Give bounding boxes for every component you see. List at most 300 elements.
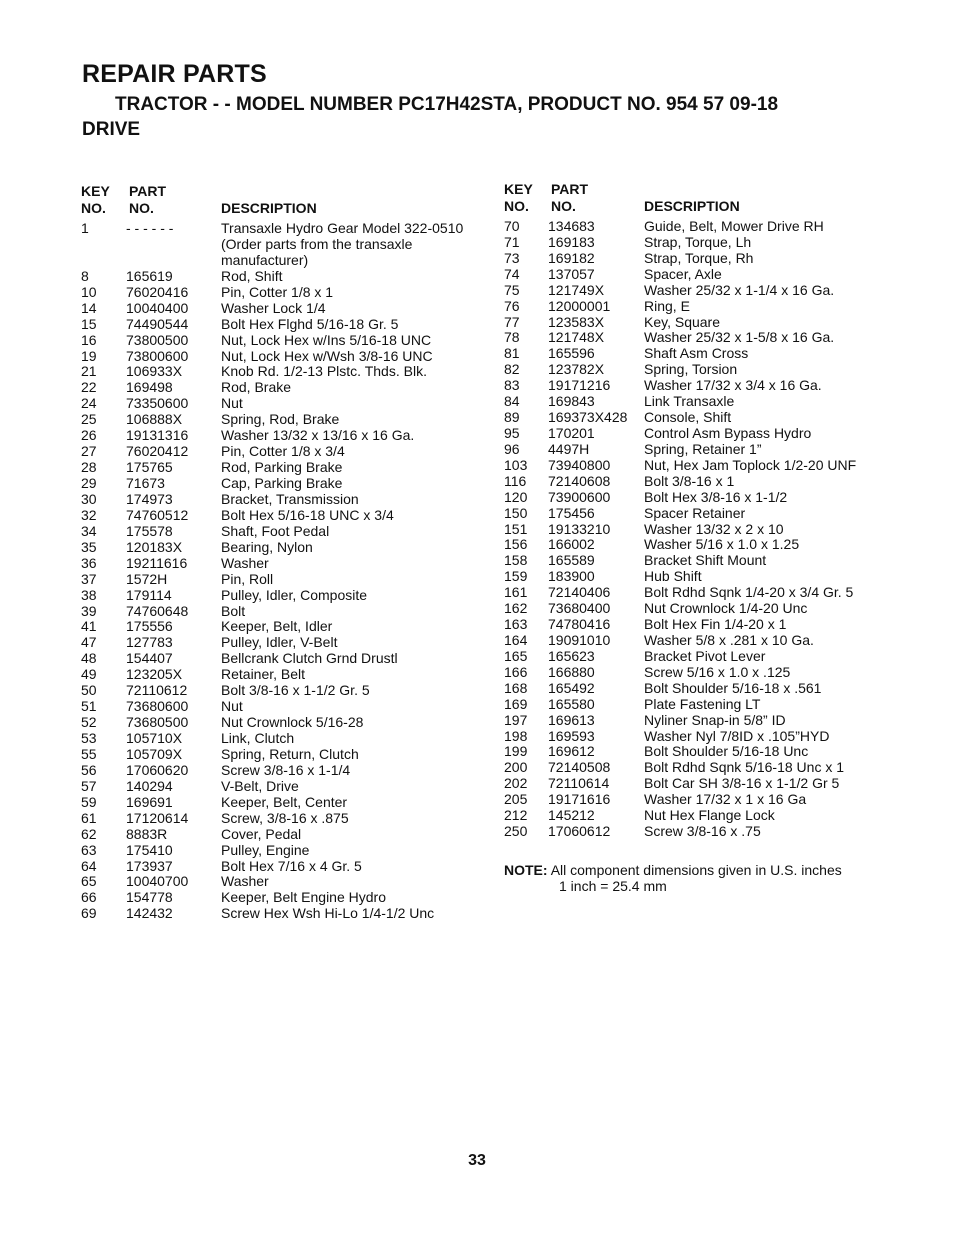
part-number: 105709X bbox=[126, 745, 183, 762]
table-row bbox=[81, 301, 491, 317]
key-number: 198 bbox=[504, 727, 528, 744]
table-row bbox=[504, 522, 904, 538]
part-description: Cover, Pedal bbox=[221, 825, 302, 842]
part-number: 166002 bbox=[548, 536, 595, 553]
part-number: 175578 bbox=[126, 522, 173, 539]
key-number: 73 bbox=[504, 249, 520, 266]
table-row bbox=[504, 585, 904, 601]
part-number: 1572H bbox=[126, 570, 168, 587]
part-description: Spring, Retainer 1” bbox=[644, 440, 762, 457]
part-description: Guide, Belt, Mower Drive RH bbox=[644, 218, 824, 234]
table-row bbox=[504, 394, 904, 410]
part-description: Nut Hex Flange Lock bbox=[644, 807, 775, 824]
part-number: 19171216 bbox=[548, 377, 611, 394]
table-row bbox=[81, 651, 491, 667]
part-number: 123583X bbox=[548, 313, 605, 330]
table-row bbox=[504, 744, 904, 760]
key-number: 35 bbox=[81, 538, 97, 555]
part-number: 169373X428 bbox=[548, 409, 628, 426]
key-number: 15 bbox=[81, 315, 97, 332]
part-description: Keeper, Belt, Center bbox=[221, 793, 348, 810]
part-description: Knob Rd. 1/2-13 Plstc. Thds. Blk. bbox=[221, 363, 427, 380]
part-number: 175556 bbox=[126, 618, 173, 635]
part-number: 169498 bbox=[126, 379, 173, 396]
subtitle-section-line: DRIVE bbox=[82, 119, 141, 140]
part-description: Screw Hex Wsh Hi-Lo 1/4-1/2 Unc bbox=[221, 905, 435, 922]
key-number: 38 bbox=[81, 586, 97, 603]
key-number: 250 bbox=[504, 823, 528, 840]
table-row bbox=[504, 362, 904, 378]
header-key-no: KEY NO. bbox=[81, 183, 110, 216]
table-row bbox=[504, 569, 904, 585]
table-row bbox=[504, 617, 904, 633]
part-number: 173937 bbox=[126, 857, 173, 874]
part-description: Link, Clutch bbox=[221, 730, 295, 746]
part-number: 4497H bbox=[548, 440, 590, 457]
table-row bbox=[504, 633, 904, 649]
table-row bbox=[81, 492, 491, 508]
table-row bbox=[81, 699, 491, 715]
part-number: 154407 bbox=[126, 650, 173, 667]
parts-table-right bbox=[504, 181, 904, 840]
table-row bbox=[504, 776, 904, 792]
part-number: 106933X bbox=[126, 363, 183, 380]
part-description: Washer 5/16 x 1.0 x 1.25 bbox=[644, 536, 800, 553]
header-description: DESCRIPTION bbox=[644, 198, 740, 214]
part-description: Shaft, Foot Pedal bbox=[221, 522, 330, 539]
table-row bbox=[81, 333, 491, 349]
table-row bbox=[504, 697, 904, 713]
table-row bbox=[81, 604, 491, 620]
part-number: 17060620 bbox=[126, 761, 189, 778]
table-row bbox=[504, 537, 904, 553]
part-description: Bolt Shoulder 5/16-18 x .561 bbox=[644, 679, 822, 696]
part-number: 17060612 bbox=[548, 823, 611, 840]
part-number: 17120614 bbox=[126, 809, 189, 826]
table-row bbox=[504, 251, 904, 267]
part-number: 175765 bbox=[126, 459, 173, 476]
key-number: 19 bbox=[81, 347, 97, 364]
part-number: 74760512 bbox=[126, 506, 189, 523]
key-number: 168 bbox=[504, 679, 528, 696]
key-number: 62 bbox=[81, 825, 97, 842]
table-row bbox=[81, 364, 491, 380]
part-description: Console, Shift bbox=[644, 409, 732, 426]
table-row bbox=[504, 713, 904, 729]
part-number: 165589 bbox=[548, 552, 595, 569]
key-number: 36 bbox=[81, 554, 97, 571]
part-number: - - - - - - bbox=[126, 220, 174, 236]
part-description: Retainer, Belt bbox=[221, 666, 306, 683]
part-number: 72140608 bbox=[548, 472, 611, 489]
part-description: Bolt Rdhd Sqnk 1/4-20 x 3/4 Gr. 5 bbox=[644, 584, 854, 601]
part-number: 165596 bbox=[548, 345, 595, 362]
part-description: Nyliner Snap-in 5/8” ID bbox=[644, 711, 786, 728]
table-row bbox=[81, 524, 491, 540]
part-description: Pulley, Engine bbox=[221, 841, 310, 858]
part-number: 121749X bbox=[548, 281, 605, 298]
part-description: Key, Square bbox=[644, 313, 721, 330]
dimensions-note bbox=[504, 862, 904, 894]
part-description: Bolt Hex Flghd 5/16-18 Gr. 5 bbox=[221, 315, 399, 332]
table-row bbox=[81, 906, 491, 922]
key-number: 27 bbox=[81, 443, 97, 460]
part-number: 19133210 bbox=[548, 520, 611, 537]
key-number: 53 bbox=[81, 730, 97, 746]
part-number: 10040400 bbox=[126, 299, 189, 316]
table-row bbox=[81, 556, 491, 572]
key-number: 103 bbox=[504, 456, 528, 473]
part-number: 145212 bbox=[548, 807, 595, 824]
part-number: 72140406 bbox=[548, 584, 611, 601]
table-header-left bbox=[81, 183, 491, 221]
key-number: 150 bbox=[504, 504, 528, 521]
part-description: Nut, Hex Jam Toplock 1/2-20 UNF bbox=[644, 456, 857, 473]
key-number: 50 bbox=[81, 682, 97, 699]
part-number: 72110614 bbox=[548, 775, 610, 792]
table-row bbox=[81, 811, 491, 827]
part-number: 72140508 bbox=[548, 759, 611, 776]
key-number: 161 bbox=[504, 584, 528, 601]
part-number: 72110612 bbox=[126, 682, 188, 699]
table-row bbox=[504, 490, 904, 506]
part-number: 142432 bbox=[126, 905, 173, 922]
key-number: 205 bbox=[504, 791, 528, 808]
table-row bbox=[504, 474, 904, 490]
key-number: 76 bbox=[504, 297, 520, 314]
table-row bbox=[504, 219, 904, 235]
part-number: 120183X bbox=[126, 538, 183, 555]
part-number: 169593 bbox=[548, 727, 595, 744]
key-number: 10 bbox=[81, 283, 97, 300]
part-number: 19211616 bbox=[126, 554, 188, 571]
part-description: Washer 17/32 x 3/4 x 16 Ga. bbox=[644, 377, 822, 394]
table-row bbox=[81, 859, 491, 875]
key-number: 21 bbox=[81, 363, 97, 380]
part-description: Strap, Torque, Lh bbox=[644, 233, 752, 250]
key-number: 48 bbox=[81, 650, 97, 667]
part-number: 74780416 bbox=[548, 616, 611, 633]
part-description: Bolt Hex 3/8-16 x 1-1/2 bbox=[644, 488, 788, 505]
part-number: 73680400 bbox=[548, 600, 611, 617]
key-number: 49 bbox=[81, 666, 97, 683]
part-number: 73800500 bbox=[126, 331, 189, 348]
part-description: Pin, Cotter 1/8 x 3/4 bbox=[221, 443, 345, 460]
key-number: 199 bbox=[504, 743, 528, 760]
table-row bbox=[504, 346, 904, 362]
key-number: 52 bbox=[81, 714, 97, 731]
part-description: Bolt Rdhd Sqnk 5/16-18 Unc x 1 bbox=[644, 759, 845, 776]
table-row bbox=[504, 601, 904, 617]
part-number: 169691 bbox=[126, 793, 173, 810]
part-number: 169613 bbox=[548, 711, 595, 728]
key-number: 22 bbox=[81, 379, 97, 396]
table-row bbox=[81, 843, 491, 859]
table-row bbox=[81, 795, 491, 811]
part-number: 19171616 bbox=[548, 791, 611, 808]
table-row bbox=[81, 731, 491, 747]
key-number: 57 bbox=[81, 777, 97, 794]
table-row bbox=[81, 588, 491, 604]
table-row bbox=[81, 763, 491, 779]
part-number: 123205X bbox=[126, 666, 183, 683]
key-number: 1 bbox=[81, 220, 89, 236]
part-number: 73680500 bbox=[126, 714, 189, 731]
part-description: Cap, Parking Brake bbox=[221, 475, 343, 491]
part-description: Bolt Shoulder 5/16-18 Unc bbox=[644, 743, 809, 760]
table-row bbox=[81, 412, 491, 428]
part-description: Washer 13/32 x 13/16 x 16 Ga. bbox=[221, 427, 415, 444]
key-number: 77 bbox=[504, 313, 520, 330]
part-number: 10040700 bbox=[126, 873, 189, 890]
table-row bbox=[504, 299, 904, 315]
table-row bbox=[504, 760, 904, 776]
part-description: Bracket Shift Mount bbox=[644, 552, 767, 569]
table-row bbox=[504, 553, 904, 569]
header-part-no: PART NO. bbox=[551, 181, 589, 214]
part-description: Screw, 3/8-16 x .875 bbox=[221, 809, 349, 826]
part-number: 170201 bbox=[548, 424, 595, 441]
key-number: 81 bbox=[504, 345, 520, 362]
part-number: 166880 bbox=[548, 663, 595, 680]
key-number: 70 bbox=[504, 218, 520, 234]
table-row bbox=[81, 827, 491, 843]
table-row bbox=[81, 349, 491, 365]
page-title: REPAIR PARTS bbox=[82, 60, 267, 88]
key-number: 200 bbox=[504, 759, 528, 776]
part-description: Pulley, Idler, Composite bbox=[221, 586, 368, 603]
key-number: 169 bbox=[504, 695, 528, 712]
key-number: 16 bbox=[81, 331, 97, 348]
table-row bbox=[81, 715, 491, 731]
part-description: Bearing, Nylon bbox=[221, 538, 313, 555]
key-number: 24 bbox=[81, 395, 97, 412]
part-number: 12000001 bbox=[548, 297, 611, 314]
part-number: 76020416 bbox=[126, 283, 189, 300]
part-number: 105710X bbox=[126, 730, 183, 746]
key-number: 202 bbox=[504, 775, 528, 792]
part-number: 179114 bbox=[126, 586, 172, 603]
table-row bbox=[504, 267, 904, 283]
part-number: 165619 bbox=[126, 267, 173, 284]
table-row bbox=[81, 317, 491, 333]
key-number: 116 bbox=[504, 472, 527, 489]
part-description: Bracket, Transmission bbox=[221, 490, 359, 507]
header-description: DESCRIPTION bbox=[221, 200, 317, 216]
table-header-right bbox=[504, 181, 904, 219]
table-row bbox=[81, 428, 491, 444]
key-number: 89 bbox=[504, 409, 520, 426]
table-row bbox=[504, 506, 904, 522]
part-number: 74760648 bbox=[126, 602, 189, 619]
part-description: Spacer Retainer bbox=[644, 504, 746, 521]
part-description: Spring, Return, Clutch bbox=[221, 745, 359, 762]
part-number: 165580 bbox=[548, 695, 595, 712]
table-row bbox=[504, 649, 904, 665]
header-key-no: KEY NO. bbox=[504, 181, 533, 214]
part-number: 123782X bbox=[548, 361, 605, 378]
parts-rows-left bbox=[81, 221, 491, 922]
part-description: Bolt Hex 7/16 x 4 Gr. 5 bbox=[221, 857, 362, 874]
key-number: 96 bbox=[504, 440, 520, 457]
table-row bbox=[81, 396, 491, 412]
table-row bbox=[81, 619, 491, 635]
part-description: Rod, Brake bbox=[221, 379, 292, 396]
table-row bbox=[81, 221, 491, 269]
table-row bbox=[504, 808, 904, 824]
key-number: 120 bbox=[504, 488, 528, 505]
part-number: 73940800 bbox=[548, 456, 611, 473]
key-number: 8 bbox=[81, 267, 89, 284]
key-number: 82 bbox=[504, 361, 520, 378]
table-row bbox=[81, 460, 491, 476]
table-row bbox=[81, 285, 491, 301]
part-description: Bolt Car SH 3/8-16 x 1-1/2 Gr 5 bbox=[644, 775, 840, 792]
key-number: 14 bbox=[81, 299, 97, 316]
key-number: 29 bbox=[81, 475, 97, 491]
key-number: 165 bbox=[504, 647, 528, 664]
part-description: Nut Crownlock 5/16-28 bbox=[221, 714, 364, 731]
part-description: Rod, Shift bbox=[221, 267, 283, 284]
key-number: 75 bbox=[504, 281, 520, 298]
key-number: 66 bbox=[81, 889, 97, 906]
part-description: Spring, Rod, Brake bbox=[221, 411, 340, 428]
subtitle-model-line: TRACTOR - - MODEL NUMBER PC17H42STA, PRODUCT NO. 954 57 09-18 bbox=[115, 94, 779, 115]
part-description: Nut, Lock Hex w/Ins 5/16-18 UNC bbox=[221, 331, 432, 348]
part-number: 73900600 bbox=[548, 488, 611, 505]
key-number: 37 bbox=[81, 570, 97, 587]
part-description: Washer 5/8 x .281 x 10 Ga. bbox=[644, 631, 814, 648]
key-number: 83 bbox=[504, 377, 520, 394]
key-number: 30 bbox=[81, 490, 97, 507]
part-description: Strap, Torque, Rh bbox=[644, 249, 754, 266]
part-description: Washer 25/32 x 1-1/4 x 16 Ga. bbox=[644, 281, 835, 298]
part-number: 73680600 bbox=[126, 698, 189, 715]
note-line-2: 1 inch = 25.4 mm bbox=[559, 878, 667, 894]
part-description: Pin, Roll bbox=[221, 570, 274, 587]
part-description: Plate Fastening LT bbox=[644, 695, 761, 712]
part-number: 154778 bbox=[126, 889, 173, 906]
part-description: Screw 3/8-16 x 1-1/4 bbox=[221, 761, 351, 778]
parts-rows-right bbox=[504, 219, 904, 840]
part-description: Screw 5/16 x 1.0 x .125 bbox=[644, 663, 791, 680]
part-description: Washer 17/32 x 1 x 16 Ga bbox=[644, 791, 807, 808]
key-number: 78 bbox=[504, 329, 520, 346]
part-description: Keeper, Belt, Idler bbox=[221, 618, 333, 635]
page-number: 33 bbox=[468, 1152, 486, 1169]
key-number: 32 bbox=[81, 506, 97, 523]
table-row bbox=[81, 380, 491, 396]
part-description: Shaft Asm Cross bbox=[644, 345, 749, 362]
part-number: 19131316 bbox=[126, 427, 189, 444]
key-number: 59 bbox=[81, 793, 97, 810]
part-number: 76020412 bbox=[126, 443, 189, 460]
part-number: 165623 bbox=[548, 647, 595, 664]
part-description: Bracket Pivot Lever bbox=[644, 647, 766, 664]
part-description: Washer Nyl 7/8ID x .105”HYD bbox=[644, 727, 830, 744]
key-number: 47 bbox=[81, 634, 97, 651]
part-description: Control Asm Bypass Hydro bbox=[644, 424, 812, 441]
table-row bbox=[504, 235, 904, 251]
part-description: Transaxle Hydro Gear Model 322-0510 (Order parts from the transaxle manufacturer) bbox=[221, 220, 464, 268]
table-row bbox=[81, 572, 491, 588]
key-number: 56 bbox=[81, 761, 97, 778]
part-number: 175456 bbox=[548, 504, 595, 521]
part-description: Bolt 3/8-16 x 1 bbox=[644, 472, 735, 489]
part-number: 121748X bbox=[548, 329, 605, 346]
part-description: Washer Lock 1/4 bbox=[221, 299, 326, 316]
table-row bbox=[504, 458, 904, 474]
part-description: Washer 13/32 x 2 x 10 bbox=[644, 520, 784, 537]
part-number: 140294 bbox=[126, 777, 173, 794]
key-number: 61 bbox=[81, 809, 97, 826]
part-description: Washer bbox=[221, 873, 269, 890]
key-number: 69 bbox=[81, 905, 97, 922]
part-description: Bolt Hex Fin 1/4-20 x 1 bbox=[644, 616, 787, 633]
key-number: 84 bbox=[504, 393, 520, 410]
part-description: Nut, Lock Hex w/Wsh 3/8-16 UNC bbox=[221, 347, 433, 364]
table-row bbox=[81, 269, 491, 285]
table-row bbox=[81, 476, 491, 492]
key-number: 39 bbox=[81, 602, 97, 619]
part-number: 71673 bbox=[126, 475, 165, 491]
part-description: Link Transaxle bbox=[644, 393, 735, 410]
table-row bbox=[504, 681, 904, 697]
part-description: Screw 3/8-16 x .75 bbox=[644, 823, 761, 840]
table-row bbox=[504, 729, 904, 745]
key-number: 63 bbox=[81, 841, 97, 858]
table-row bbox=[81, 747, 491, 763]
key-number: 212 bbox=[504, 807, 528, 824]
part-number: 8883R bbox=[126, 825, 168, 842]
key-number: 158 bbox=[504, 552, 528, 569]
key-number: 28 bbox=[81, 459, 97, 476]
key-number: 163 bbox=[504, 616, 528, 633]
key-number: 55 bbox=[81, 745, 97, 762]
table-row bbox=[504, 410, 904, 426]
part-description: Nut Crownlock 1/4-20 Unc bbox=[644, 600, 808, 617]
part-number: 169183 bbox=[548, 233, 595, 250]
part-description: Washer bbox=[221, 554, 269, 571]
table-row bbox=[504, 315, 904, 331]
key-number: 74 bbox=[504, 265, 520, 282]
part-number: 127783 bbox=[126, 634, 173, 651]
part-description: Spring, Torsion bbox=[644, 361, 738, 378]
note-label: NOTE: bbox=[504, 862, 548, 878]
table-row bbox=[504, 665, 904, 681]
key-number: 95 bbox=[504, 424, 520, 441]
key-number: 65 bbox=[81, 873, 97, 890]
key-number: 34 bbox=[81, 522, 97, 539]
part-description: Pulley, Idler, V-Belt bbox=[221, 634, 338, 651]
part-description: Hub Shift bbox=[644, 568, 702, 585]
part-description: Bellcrank Clutch Grnd Drustl bbox=[221, 650, 398, 667]
part-number: 175410 bbox=[126, 841, 173, 858]
part-number: 134683 bbox=[548, 218, 595, 234]
part-number: 169843 bbox=[548, 393, 595, 410]
part-number: 19091010 bbox=[548, 631, 611, 648]
table-row bbox=[81, 444, 491, 460]
table-row bbox=[81, 540, 491, 556]
header-part-no: PART NO. bbox=[129, 183, 167, 216]
key-number: 166 bbox=[504, 663, 528, 680]
key-number: 151 bbox=[504, 520, 528, 537]
part-description: Bolt bbox=[221, 602, 246, 619]
part-number: 174973 bbox=[126, 490, 173, 507]
key-number: 156 bbox=[504, 536, 528, 553]
part-description: Spacer, Axle bbox=[644, 265, 722, 282]
part-description: Nut bbox=[221, 698, 243, 715]
